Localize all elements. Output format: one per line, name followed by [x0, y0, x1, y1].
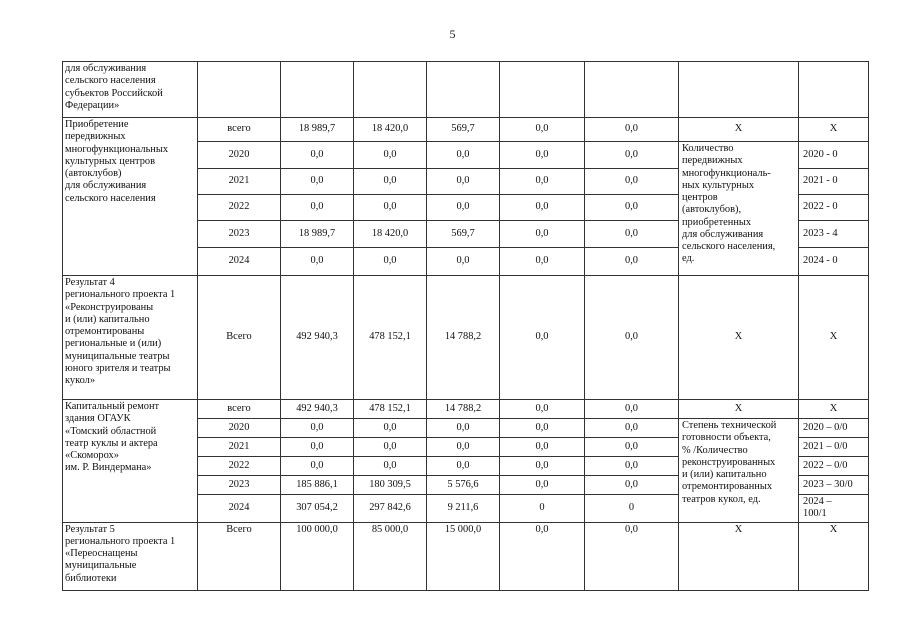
value-cell-5: 0,0	[585, 419, 679, 438]
value-cell-3: 0,0	[427, 142, 500, 169]
indicator-name: Количество передвижных многофункциональ- ных культурных центров (автоклубов), приобретенных для обслуживания сельского населения, ед.	[679, 142, 799, 276]
empty-cell	[679, 62, 799, 118]
value-cell-4: 0,0	[500, 419, 585, 438]
row-label: Всего	[198, 276, 281, 400]
table-row	[63, 522, 869, 590]
section-name: Результат 4 регионального проекта 1 «Реконструированы и (или) капитально отремонтированы региональные и (или) муниципальные театры юного зрителя и театры кукол»	[63, 276, 198, 400]
target-value: Х	[799, 400, 869, 419]
value-cell-3: 14 788,2	[427, 400, 500, 419]
target-value: Х	[799, 276, 869, 400]
value-cell-3: 0,0	[427, 419, 500, 438]
value-cell-2: 0,0	[354, 169, 427, 195]
row-label: 2023	[198, 221, 281, 248]
value-cell-3: 15 000,0	[427, 522, 500, 590]
empty-cell	[799, 62, 869, 118]
table-row	[63, 118, 869, 142]
table-row	[63, 62, 869, 118]
target-value: 2020 - 0	[799, 142, 869, 169]
row-label: 2024	[198, 248, 281, 276]
section-name: Приобретение передвижных многофункциональных культурных центров (автоклубов) для обслуживания сельского населения	[63, 118, 198, 276]
indicator-cell: Х	[679, 522, 799, 590]
value-cell-5: 0,0	[585, 169, 679, 195]
row-label: всего	[198, 118, 281, 142]
value-cell-5: 0,0	[585, 476, 679, 495]
target-value: 2022 – 0/0	[799, 457, 869, 476]
target-value: Х	[799, 118, 869, 142]
target-value: 2024 - 0	[799, 248, 869, 276]
row-label: 2020	[198, 419, 281, 438]
value-cell-4: 0,0	[500, 221, 585, 248]
value-cell-1: 492 940,3	[281, 276, 354, 400]
value-cell-5: 0,0	[585, 522, 679, 590]
value-cell-4: 0,0	[500, 195, 585, 221]
value-cell-5: 0,0	[585, 195, 679, 221]
value-cell-3: 0,0	[427, 248, 500, 276]
value-cell-1: 185 886,1	[281, 476, 354, 495]
indicator-cell: Х	[679, 400, 799, 419]
value-cell-5: 0,0	[585, 118, 679, 142]
value-cell-1: 0,0	[281, 195, 354, 221]
value-cell-5: 0,0	[585, 276, 679, 400]
value-cell-2: 180 309,5	[354, 476, 427, 495]
row-label: 2024	[198, 495, 281, 523]
value-cell-2: 18 420,0	[354, 118, 427, 142]
empty-cell	[198, 62, 281, 118]
value-cell-3: 569,7	[427, 221, 500, 248]
value-cell-2: 297 842,6	[354, 495, 427, 523]
value-cell-1: 0,0	[281, 248, 354, 276]
section-name: для обслуживания сельского населения субъектов Российской Федерации»	[63, 62, 198, 118]
target-value: 2020 – 0/0	[799, 419, 869, 438]
value-cell-1: 0,0	[281, 438, 354, 457]
value-cell-1: 0,0	[281, 142, 354, 169]
value-cell-1: 492 940,3	[281, 400, 354, 419]
value-cell-5: 0	[585, 495, 679, 523]
indicator-cell: Х	[679, 276, 799, 400]
value-cell-2: 0,0	[354, 419, 427, 438]
value-cell-5: 0,0	[585, 248, 679, 276]
value-cell-1: 0,0	[281, 169, 354, 195]
row-label: 2022	[198, 195, 281, 221]
indicator-cell: Х	[679, 118, 799, 142]
value-cell-4: 0,0	[500, 169, 585, 195]
value-cell-3: 0,0	[427, 169, 500, 195]
value-cell-3: 14 788,2	[427, 276, 500, 400]
value-cell-4: 0,0	[500, 457, 585, 476]
target-value: 2024 – 100/1	[799, 495, 869, 523]
table-row	[63, 400, 869, 419]
page-number: 5	[449, 27, 456, 41]
empty-cell	[585, 62, 679, 118]
empty-cell	[354, 62, 427, 118]
value-cell-2: 18 420,0	[354, 221, 427, 248]
value-cell-2: 0,0	[354, 195, 427, 221]
empty-cell	[500, 62, 585, 118]
row-label: 2020	[198, 142, 281, 169]
value-cell-4: 0,0	[500, 142, 585, 169]
value-cell-1: 18 989,7	[281, 221, 354, 248]
value-cell-4: 0,0	[500, 438, 585, 457]
row-label: Всего	[198, 522, 281, 590]
row-label: 2021	[198, 169, 281, 195]
target-value: 2022 - 0	[799, 195, 869, 221]
target-value: 2023 - 4	[799, 221, 869, 248]
value-cell-4: 0	[500, 495, 585, 523]
value-cell-2: 478 152,1	[354, 276, 427, 400]
value-cell-4: 0,0	[500, 476, 585, 495]
section-name: Капитальный ремонт здания ОГАУК «Томский областной театр куклы и актера «Скоморох» им. Р. Виндермана»	[63, 400, 198, 523]
value-cell-1: 307 054,2	[281, 495, 354, 523]
empty-cell	[281, 62, 354, 118]
value-cell-3: 0,0	[427, 457, 500, 476]
value-cell-2: 0,0	[354, 248, 427, 276]
value-cell-4: 0,0	[500, 118, 585, 142]
value-cell-2: 0,0	[354, 438, 427, 457]
value-cell-5: 0,0	[585, 142, 679, 169]
value-cell-5: 0,0	[585, 457, 679, 476]
value-cell-1: 100 000,0	[281, 522, 354, 590]
target-value: 2021 - 0	[799, 169, 869, 195]
row-label: 2023	[198, 476, 281, 495]
value-cell-5: 0,0	[585, 438, 679, 457]
value-cell-4: 0,0	[500, 276, 585, 400]
target-value: 2023 – 30/0	[799, 476, 869, 495]
section-name: Результат 5 регионального проекта 1 «Переоснащены муниципальные библиотеки	[63, 522, 198, 590]
value-cell-2: 0,0	[354, 142, 427, 169]
value-cell-3: 9 211,6	[427, 495, 500, 523]
value-cell-5: 0,0	[585, 221, 679, 248]
table-row	[63, 276, 869, 400]
value-cell-1: 0,0	[281, 419, 354, 438]
value-cell-1: 0,0	[281, 457, 354, 476]
target-value: 2021 – 0/0	[799, 438, 869, 457]
indicator-name: Степень технической готовности объекта, % /Количество реконструированных и (или) капитально отремонтированных театров кукол, ед.	[679, 419, 799, 523]
empty-cell	[427, 62, 500, 118]
budget-table	[62, 61, 869, 591]
value-cell-4: 0,0	[500, 522, 585, 590]
value-cell-4: 0,0	[500, 248, 585, 276]
value-cell-3: 5 576,6	[427, 476, 500, 495]
row-label: 2021	[198, 438, 281, 457]
target-value: Х	[799, 522, 869, 590]
value-cell-1: 18 989,7	[281, 118, 354, 142]
value-cell-4: 0,0	[500, 400, 585, 419]
value-cell-2: 85 000,0	[354, 522, 427, 590]
value-cell-3: 0,0	[427, 195, 500, 221]
value-cell-2: 478 152,1	[354, 400, 427, 419]
row-label: всего	[198, 400, 281, 419]
value-cell-3: 569,7	[427, 118, 500, 142]
value-cell-5: 0,0	[585, 400, 679, 419]
value-cell-2: 0,0	[354, 457, 427, 476]
value-cell-3: 0,0	[427, 438, 500, 457]
row-label: 2022	[198, 457, 281, 476]
